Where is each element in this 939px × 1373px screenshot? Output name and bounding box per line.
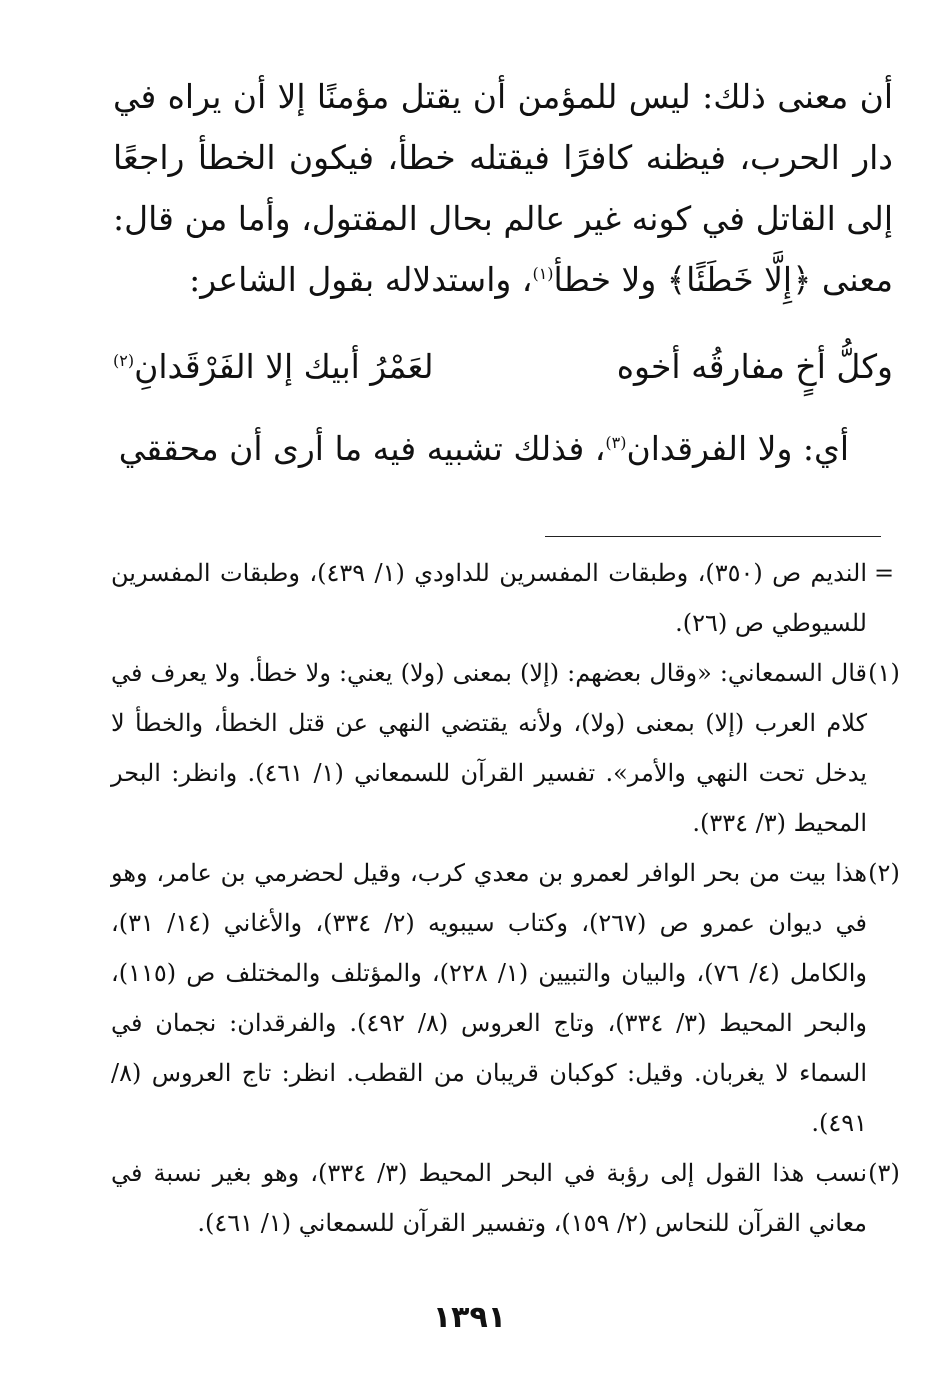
after-poem-start: أي: ولا الفرقدان bbox=[626, 429, 849, 468]
footnote-continued-marker: = bbox=[873, 559, 895, 587]
poem-second-hemistich-wrap bbox=[113, 336, 434, 397]
main-paragraph-end: ، واستدلاله بقول الشاعر: bbox=[189, 260, 533, 299]
footnote-ref-1: (١) bbox=[532, 264, 554, 283]
footnote-divider bbox=[545, 536, 881, 537]
poem-first-hemistich: وكلُّ أخٍ مفارقُه أخوه bbox=[616, 347, 893, 386]
footnote-1-text: قال السمعاني: «وقال بعضهم: (إلا) بمعنى (ولا) يعني: ولا خطأ. ولا يعرف في كلام العرب (إلا) بمعنى (ولا)، ولأنه يقتضي النهي عن قتل الخطأ، والخطأ لا يدخل تحت النهي والأمر». تفسير القرآن للسمعاني (١/ ٤٦١). وانظر: البحر المحيط (٣/ ٣٣٤). bbox=[111, 659, 867, 837]
footnote-ref-3: (٣) bbox=[605, 433, 627, 452]
footnote-1 bbox=[111, 648, 901, 848]
footnote-3-text: نسب هذا القول إلى رؤبة في البحر المحيط (٣/ ٣٣٤)، وهو بغير نسبة في معاني القرآن للنحاس (٢/ ١٥٩)، وتفسير القرآن للسمعاني (١/ ٤٦١). bbox=[111, 1159, 868, 1237]
after-poem-text bbox=[109, 418, 849, 479]
main-paragraph bbox=[113, 66, 893, 310]
poem-verse bbox=[113, 336, 893, 397]
after-poem-end: ، فذلك تشبيه فيه ما أرى أن محققي bbox=[118, 429, 606, 468]
footnote-continued-text: النديم ص (٣٥٠)، وطبقات المفسرين للداودي (١/ ٤٣٩)، وطبقات المفسرين للسيوطي ص (٢٦). bbox=[111, 559, 868, 637]
main-text bbox=[113, 66, 893, 310]
footnote-2 bbox=[111, 848, 901, 1148]
footnote-2-text: هذا بيت من بحر الوافر لعمرو بن معدي كرب، وقيل لحضرمي بن عامر، وهو في ديوان عمرو ص (٢٦٧)، وكتاب سيبويه (٢/ ٣٣٤)، والأغاني (١٤/ ٣١)، والكامل (٤/ ٧٦)، والبيان والتبيين (١/ ٢٢٨)، والمؤتلف والمختلف ص (١١٥)، والبحر المحيط (٣/ ٣٣٤)، وتاج العروس (٨/ ٤٩٢). والفرقدان: نجمان في السماء لا يغربان. وقيل: كوكبان قريبان من القطب. انظر: تاج العروس (٨/ ٤٩١). bbox=[111, 859, 868, 1137]
footnote-3-marker: (٣) bbox=[868, 1159, 900, 1187]
footnote-2-marker: (٢) bbox=[868, 859, 900, 887]
page-number: ١٣٩١ bbox=[432, 1300, 507, 1335]
footnote-ref-2: (٢) bbox=[113, 351, 135, 370]
footnote-continued bbox=[111, 548, 901, 648]
poem-second-hemistich: لعَمْرُ أبيك إلا الفَرْقَدانِ bbox=[134, 347, 434, 386]
footnote-3 bbox=[111, 1148, 901, 1248]
footnote-1-marker: (١) bbox=[868, 659, 900, 687]
footnotes bbox=[111, 548, 901, 1248]
main-paragraph-text: أن معنى ذلك: ليس للمؤمن أن يقتل مؤمنًا إلا أن يراه في دار الحرب، فيظنه كافرًا فيقتله خطأ، فيكون الخطأ راجعًا إلى القاتل في كونه غير عالم بحال المقتول، وأما من قال: معنى ﴿إِلَّا خَطَئًا﴾ ولا خطأ bbox=[113, 77, 893, 299]
